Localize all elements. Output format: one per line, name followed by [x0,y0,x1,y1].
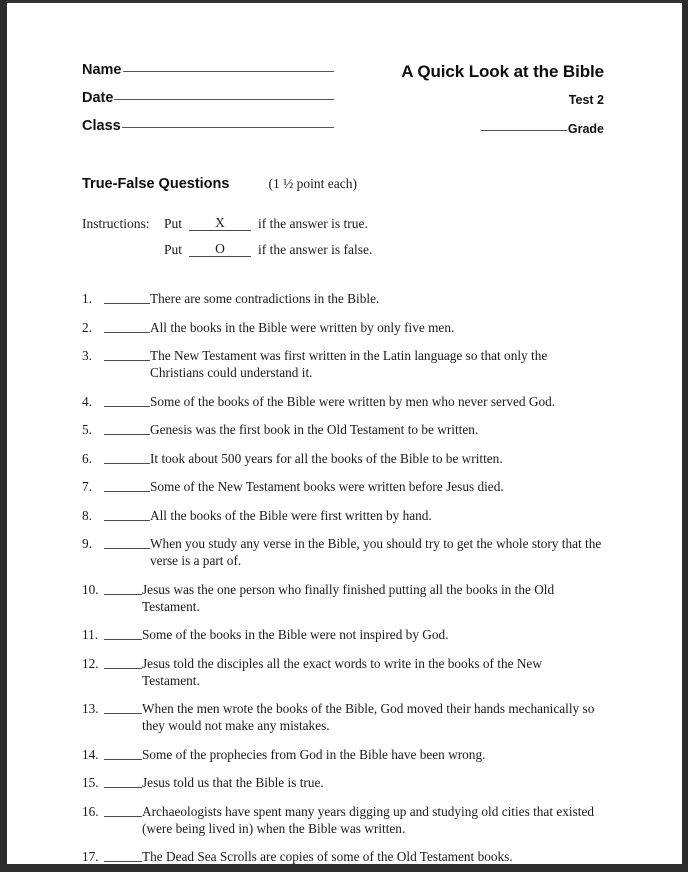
question-item [82,746,602,763]
question-number: 8. [82,507,92,523]
answer-blank[interactable] [104,450,150,464]
date-field-blank[interactable] [114,99,334,100]
question-text: Genesis was the first book in the Old Testament to be written. [150,422,479,437]
answer-blank[interactable] [104,803,142,817]
question-item [82,535,602,569]
answer-blank[interactable] [104,655,142,669]
question-number: 10. [82,581,99,597]
class-field-label: Class [82,118,121,134]
test-number: Test 2 [568,93,604,107]
question-text: When the men wrote the books of the Bible, God moved their hands mechanically so they would not make any mistakes. [142,701,595,733]
date-field-label: Date [82,90,114,106]
answer-blank[interactable] [104,478,150,492]
answer-blank[interactable] [104,393,150,407]
question-number: 11. [82,627,99,642]
question-item [82,700,602,734]
question-item [82,393,602,410]
title-block [324,62,604,136]
question-item [82,655,602,689]
question-item [82,478,602,495]
question-text: The New Testament was first written in the Latin language so that only the Christians could understand it. [150,348,548,380]
class-field-blank[interactable] [122,127,334,128]
instruction-mark-true: X [189,215,251,231]
question-number: 5. [82,422,92,437]
question-number: 6. [82,450,92,466]
question-text: Jesus was the one person who finally finished putting all the books in the Old Testament. [142,581,555,614]
question-number: 14. [82,746,99,762]
section-title: True-False Questions [82,176,230,192]
question-number: 3. [82,348,92,363]
answer-blank[interactable] [104,626,142,640]
question-number: 13. [82,701,99,716]
question-item [82,507,602,524]
grade-field-row [324,122,604,136]
question-text: The Dead Sea Scrolls are copies of some of the Old Testament books. [142,849,513,864]
question-text: Some of the books in the Bible were not inspired by God. [142,627,449,642]
name-field-row [82,62,334,90]
question-number: 16. [82,803,99,819]
question-number: 7. [82,479,92,494]
section-heading [82,176,602,192]
instructions-block [82,216,602,268]
answer-blank[interactable] [104,535,150,549]
question-item [82,848,602,865]
grade-field-blank[interactable] [481,130,567,131]
question-number: 4. [82,393,92,409]
answer-blank[interactable] [104,507,150,521]
question-text: All the books in the Bible were written by only five men. [150,319,455,335]
name-field-blank[interactable] [123,71,335,72]
instruction-text-false: if the answer is false. [258,242,373,257]
page-title: A Quick Look at the Bible [401,62,604,81]
scan-border-top [0,0,688,3]
question-text: Jesus told the disciples all the exact words to write in the books of the New Testament. [142,655,542,688]
question-number: 2. [82,319,92,335]
question-text: There are some contradictions in the Bible. [150,291,380,306]
instruction-text-true: if the answer is true. [258,216,368,231]
answer-blank[interactable] [104,581,142,595]
question-text: Archaeologists have spent many years digging up and studying old cities that existed (were being lived in) when the Bible was written. [142,803,595,836]
page-content [82,62,602,872]
instruction-mark-false: O [189,241,251,257]
question-item [82,774,602,791]
question-item [82,450,602,467]
answer-blank[interactable] [104,774,142,788]
question-text: Some of the New Testament books were written before Jesus died. [150,479,504,494]
answer-blank[interactable] [104,700,142,714]
question-number: 9. [82,536,92,551]
scan-border-left [0,0,7,872]
answer-blank[interactable] [104,319,150,333]
question-text: When you study any verse in the Bible, you should try to get the whole story that the verse is a part of. [150,536,602,568]
question-item [82,626,602,643]
instruction-verb-true: Put [164,216,183,231]
question-text: All the books of the Bible were first written by hand. [150,507,432,523]
answer-blank[interactable] [104,746,142,760]
instruction-row-true [82,216,602,242]
answer-blank[interactable] [104,290,150,304]
instruction-row-false [82,242,602,268]
worksheet-header [82,62,602,150]
grade-field-label: Grade [567,122,604,136]
class-field-row [82,118,334,146]
question-text: Jesus told us that the Bible is true. [142,775,324,790]
section-point-value: (1 ½ point each) [268,176,357,191]
question-item [82,347,602,381]
question-item [82,421,602,438]
question-text: It took about 500 years for all the books of the Bible to be written. [150,450,503,466]
answer-blank[interactable] [104,421,150,435]
question-item [82,290,602,307]
student-info-fields [82,62,334,146]
question-text: Some of the prophecies from God in the Bible have been wrong. [142,746,486,762]
scan-border-right [682,0,688,872]
question-item [82,319,602,336]
instruction-verb-false: Put [164,242,183,257]
question-list [82,290,602,865]
question-number: 17. [82,849,99,864]
question-number: 1. [82,291,92,306]
answer-blank[interactable] [104,848,142,862]
answer-blank[interactable] [104,347,150,361]
question-text: Some of the books of the Bible were written by men who never served God. [150,393,556,409]
question-number: 12. [82,655,99,671]
instructions-label: Instructions: [82,216,150,231]
question-item [82,581,602,615]
question-number: 15. [82,775,99,790]
question-item [82,803,602,837]
date-field-row [82,90,334,118]
name-field-label: Name [82,62,122,78]
